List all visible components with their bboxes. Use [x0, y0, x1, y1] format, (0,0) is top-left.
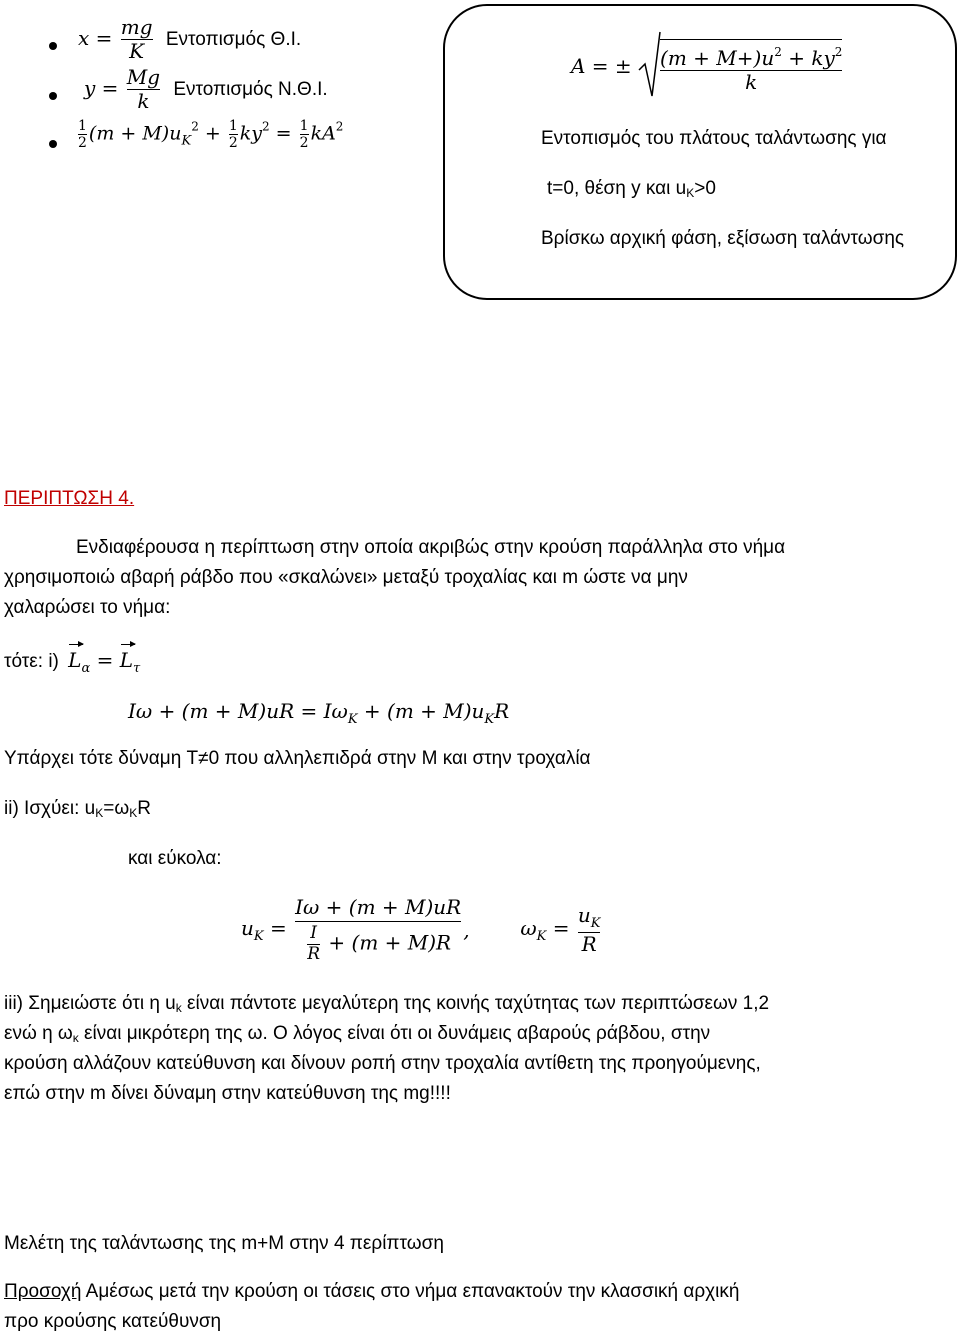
rolling-condition-line: ii) Ισχύει: $u_K=\omega_KR$: [4, 798, 151, 820]
bullet-label-2: Εντοπισμός Ν.Θ.Ι.: [173, 79, 328, 100]
note-line-2: ενώ η ωκ είναι μικρότερη της ω. Ο λόγος είναι ότι οι δυνάμεις αβαρούς ράβδου, στην: [4, 1023, 711, 1045]
case-heading: ΠΕΡΙΠΤΩΣΗ 4.: [4, 488, 135, 509]
sqrt-radical: [638, 30, 662, 102]
bullet-dot: [49, 42, 57, 50]
intro-line-2: χρησιμοποιώ αβαρή ράβδο που «σκαλώνει» μεταξύ τροχαλίας και m ώστε να μην: [4, 567, 688, 588]
box-line-amplitude: Εντοπισμός του πλάτους ταλάντωσης για: [541, 128, 887, 149]
intro-line-3: χαλαρώσει το νήμα:: [4, 597, 171, 618]
bullet-item-x-equation: [78, 16, 301, 63]
warning-text: Αμέσως μετά την κρούση οι τάσεις στο νήμα επανακτούν την κλασσική αρχική: [81, 1281, 740, 1302]
equation-momentum-conservation: $I\omega + (m + M)uR = I\omega_K + (m + M)u_KR$: [128, 699, 510, 727]
equation-amplitude: A = ± $\frac{(m + M+)u^2 + ky^2}{k}$: [571, 30, 844, 102]
equation-final-velocity: $u_K$ = Iω + (m + M)uR $\frac{I}{R}$ + (m + M)R , $\omega_K$ = $\frac{u_K}{R}$: [241, 895, 601, 964]
equation-y: y = $\frac{Mg}{k}$: [84, 65, 161, 113]
note-line-4: επώ στην m δίνει δύναμη στην κατεύθυνση της mg!!!!: [4, 1083, 451, 1104]
easy-label: και εύκολα:: [128, 848, 222, 869]
warning-label: Προσοχή: [4, 1281, 82, 1302]
equation-momentum-vectors: $L_\alpha = L_\tau$: [68, 648, 141, 676]
equation-x: x = $\frac{mg}{K}$: [78, 15, 153, 63]
box-line-initial-conditions: t=0, θέση y και $u_K>0$: [547, 178, 716, 200]
box-line-phase: Βρίσκω αρχική φάση, εξίσωση ταλάντωσης: [541, 228, 905, 249]
equation-energy: $\frac{1}{2}$ $(m + M)u_K^2$ + $\frac{1}{2}$ $ky^2$ = $\frac{1}{2}$ $kA^2$: [78, 118, 344, 152]
warning-line: [4, 1281, 739, 1303]
force-line: Υπάρχει τότε δύναμη T≠0 που αλληλεπιδρά στην M και στην τροχαλία: [4, 748, 591, 769]
bullet-item-y-equation: [84, 66, 328, 113]
angular-momentum-line: [4, 648, 140, 676]
intro-line-1: Ενδιαφέρουσα η περίπτωση στην οποία ακριβώς στην κρούση παράλληλα στο νήμα: [76, 537, 786, 558]
study-line: Μελέτη της ταλάντωσης της m+M στην 4 περίπτωση: [4, 1233, 444, 1254]
bullet-label-1: Εντοπισμός Θ.Ι.: [165, 29, 302, 50]
note-line-3: κρούση αλλάζουν κατεύθυνση και δίνουν ροπή στην τροχαλία αντίθετη της προηγούμενης,: [4, 1053, 761, 1074]
bullet-dot: [49, 140, 57, 148]
note-line-1: iii) Σημειώστε ότι η uk είναι πάντοτε μεγαλύτερη της κοινής ταχύτητας των περιπτώσεων 1,2: [4, 993, 770, 1015]
warning-line-2: προ κρούσης κατεύθυνση: [4, 1311, 222, 1332]
tote-label: τότε: i): [4, 651, 59, 672]
bullet-dot: [49, 92, 57, 100]
